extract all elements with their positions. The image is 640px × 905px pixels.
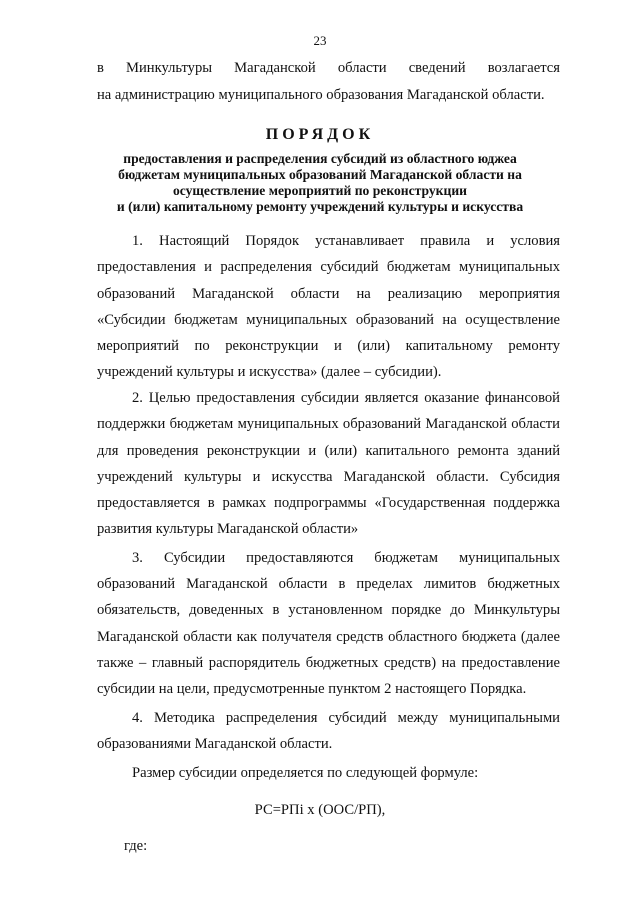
paragraph-2-line-6: развития культуры Магаданской области» xyxy=(97,521,359,537)
intro-line-2: на администрацию муниципального образования Магаданской области. xyxy=(97,87,545,103)
subtitle-line-4: и (или) капитальному ремонту учреждений культуры и искусства xyxy=(116,199,524,214)
paragraph-3-line-1: 3. Субсидии предоставляются бюджетам муниципальных xyxy=(132,550,560,566)
paragraph-3-line-6: субсидии на цели, предусмотренные пунктом 2 настоящего Порядка. xyxy=(97,681,527,697)
paragraph-3-line-4: Магаданской области как получателя средств областного бюджета (далее xyxy=(97,629,560,645)
where-label: где: xyxy=(124,838,148,854)
paragraph-1-line-5: мероприятий по реконструкции и (или) капитальному ремонту xyxy=(97,338,560,354)
paragraph-3-line-2: образований Магаданской области в пределах лимитов бюджетных xyxy=(97,576,560,592)
paragraph-1-line-4: «Субсидии бюджетам муниципальных образований на осуществление xyxy=(97,312,560,328)
paragraph-2-line-4: учреждений культуры и искусства Магаданской области. Субсидия xyxy=(97,469,560,485)
subtitle-line-2: бюджетам муниципальных образований Магаданской области на xyxy=(118,167,522,182)
paragraph-2-line-1: 2. Целью предоставления субсидии является оказание финансовой xyxy=(132,390,560,406)
paragraph-1-line-6: учреждений культуры и искусства» (далее – субсидии). xyxy=(97,364,442,380)
paragraph-3-line-3: обязательств, доведенных в установленном порядке до Минкультуры xyxy=(97,602,560,618)
subtitle-line-1: предоставления и распределения субсидий из областного юджеа xyxy=(123,151,517,166)
paragraph-4-line-2: образованиями Магаданской области. xyxy=(97,736,333,752)
paragraph-1-line-1: 1. Настоящий Порядок устанавливает правила и условия xyxy=(132,233,560,249)
paragraph-4-line-1: 4. Методика распределения субсидий между муниципальными xyxy=(132,710,560,726)
paragraph-2-line-3: для проведения реконструкции и (или) капитального ремонта зданий xyxy=(97,443,560,459)
page-number: 23 xyxy=(313,33,327,48)
paragraph-1-line-3: образований Магаданской области на реализацию мероприятия xyxy=(97,286,560,302)
subtitle-line-3: осуществление мероприятий по реконструкции xyxy=(172,183,467,198)
intro-line-1: в Минкультуры Магаданской области сведений возлагается xyxy=(97,60,560,76)
formula-intro: Размер субсидии определяется по следующей формуле: xyxy=(132,765,479,781)
formula: РС=РПi х (ООС/РП), xyxy=(254,802,386,818)
paragraph-1-line-2: предоставления и распределения субсидий бюджетам муниципальных xyxy=(97,259,560,275)
paragraph-2-line-5: предоставляется в рамках подпрограммы «Государственная поддержка xyxy=(97,495,560,511)
document-title: ПОРЯДОК xyxy=(265,126,375,143)
paragraph-2-line-2: поддержки бюджетам муниципальных образований Магаданской области xyxy=(97,416,560,432)
paragraph-3-line-5: также – главный распорядитель бюджетных средств) на предоставление xyxy=(97,655,560,671)
